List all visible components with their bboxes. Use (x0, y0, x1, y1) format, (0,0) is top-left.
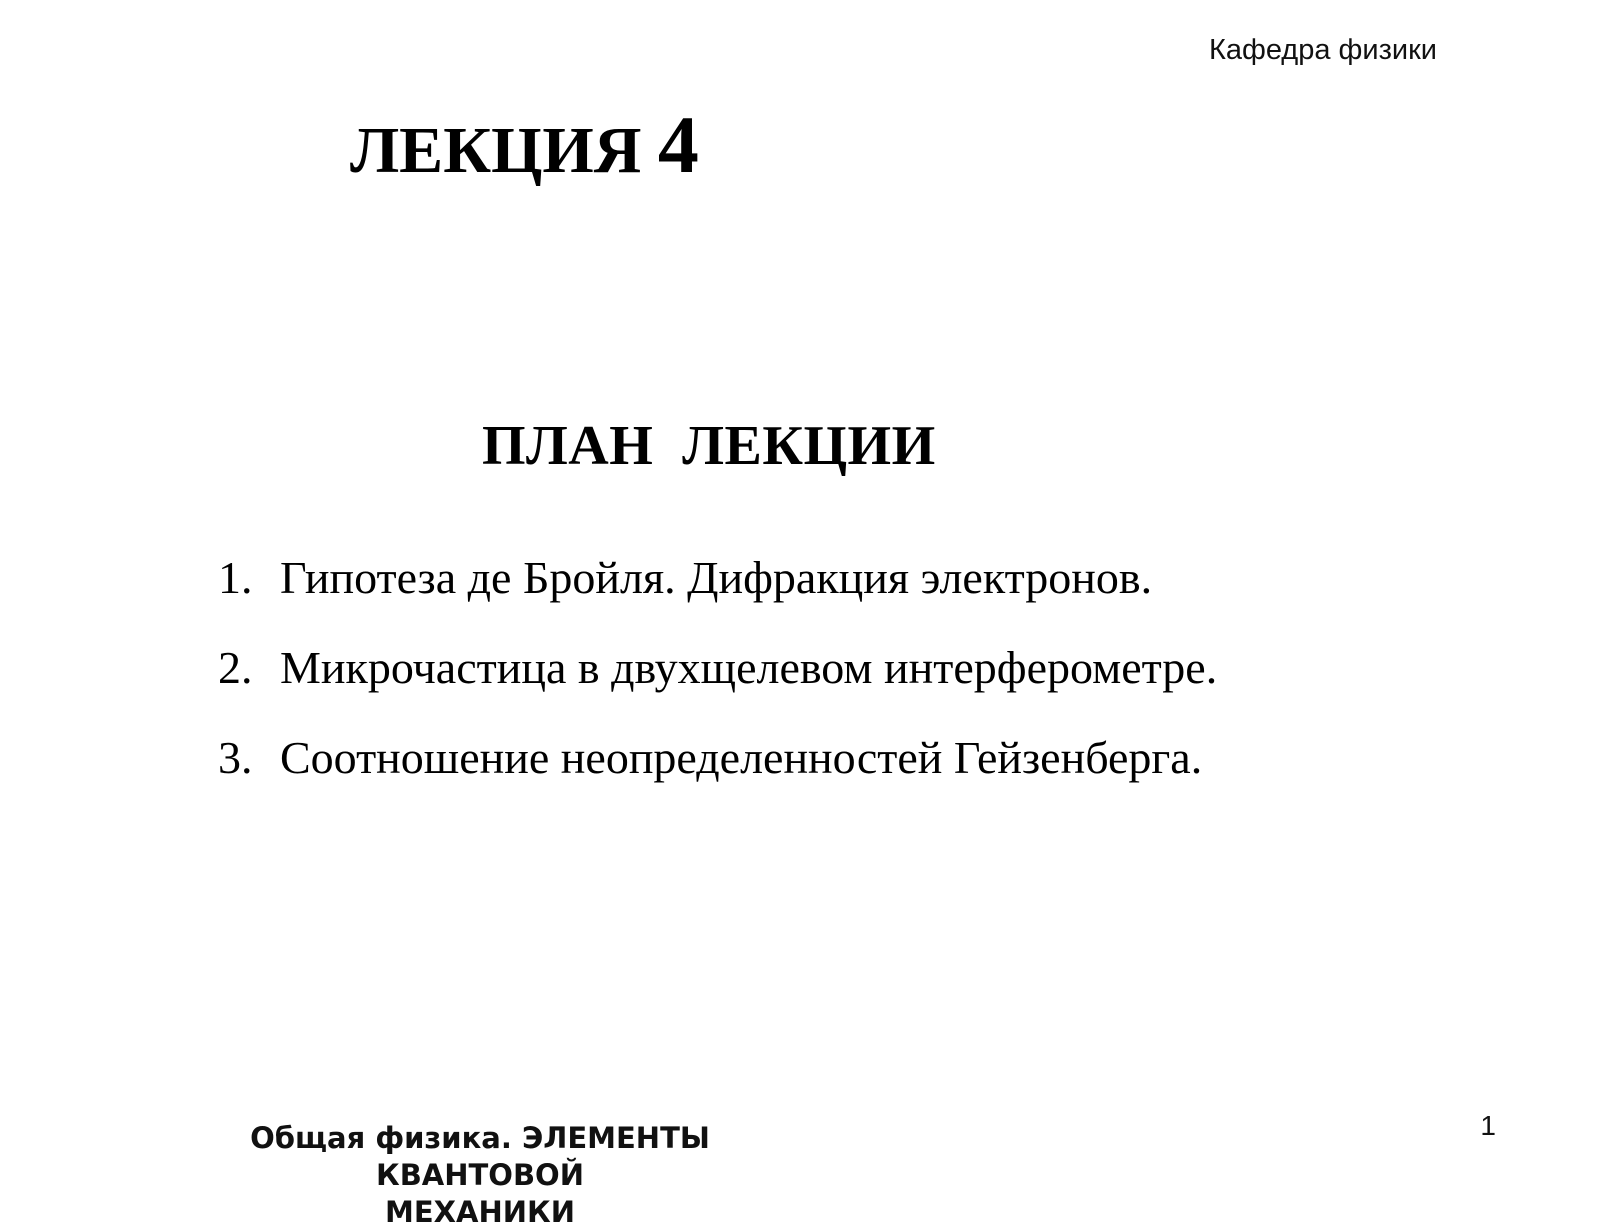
plan-list (218, 552, 1218, 825)
lecture-title (350, 99, 699, 190)
plan-heading: ПЛАН ЛЕКЦИИ (482, 415, 936, 477)
lecture-title-word: ЛЕКЦИЯ (350, 114, 642, 187)
list-item (218, 552, 1217, 645)
footer-course-line-1: Общая физика. ЭЛЕМЕНТЫ КВАНТОВОЙ (250, 1121, 710, 1192)
list-item-text: Соотношение неопределенностей Гейзенберга. (280, 732, 1203, 783)
lecture-number: 4 (657, 99, 699, 190)
list-item-text: Микрочастица в двухщелевом интерферометре. (280, 642, 1218, 693)
footer-course-line-2: МЕХАНИКИ (385, 1195, 575, 1229)
list-item (218, 732, 1217, 825)
list-item (218, 642, 1218, 735)
department-label: Кафедра физики (1208, 34, 1437, 66)
list-item-number: 1. (218, 552, 253, 603)
list-item-text: Гипотеза де Бройля. Дифракция электронов. (280, 552, 1153, 603)
list-item-number: 3. (218, 732, 253, 783)
page-number: 1 (1480, 1110, 1496, 1141)
footer-course-title (150, 1120, 810, 1231)
list-item-number: 2. (218, 642, 253, 693)
